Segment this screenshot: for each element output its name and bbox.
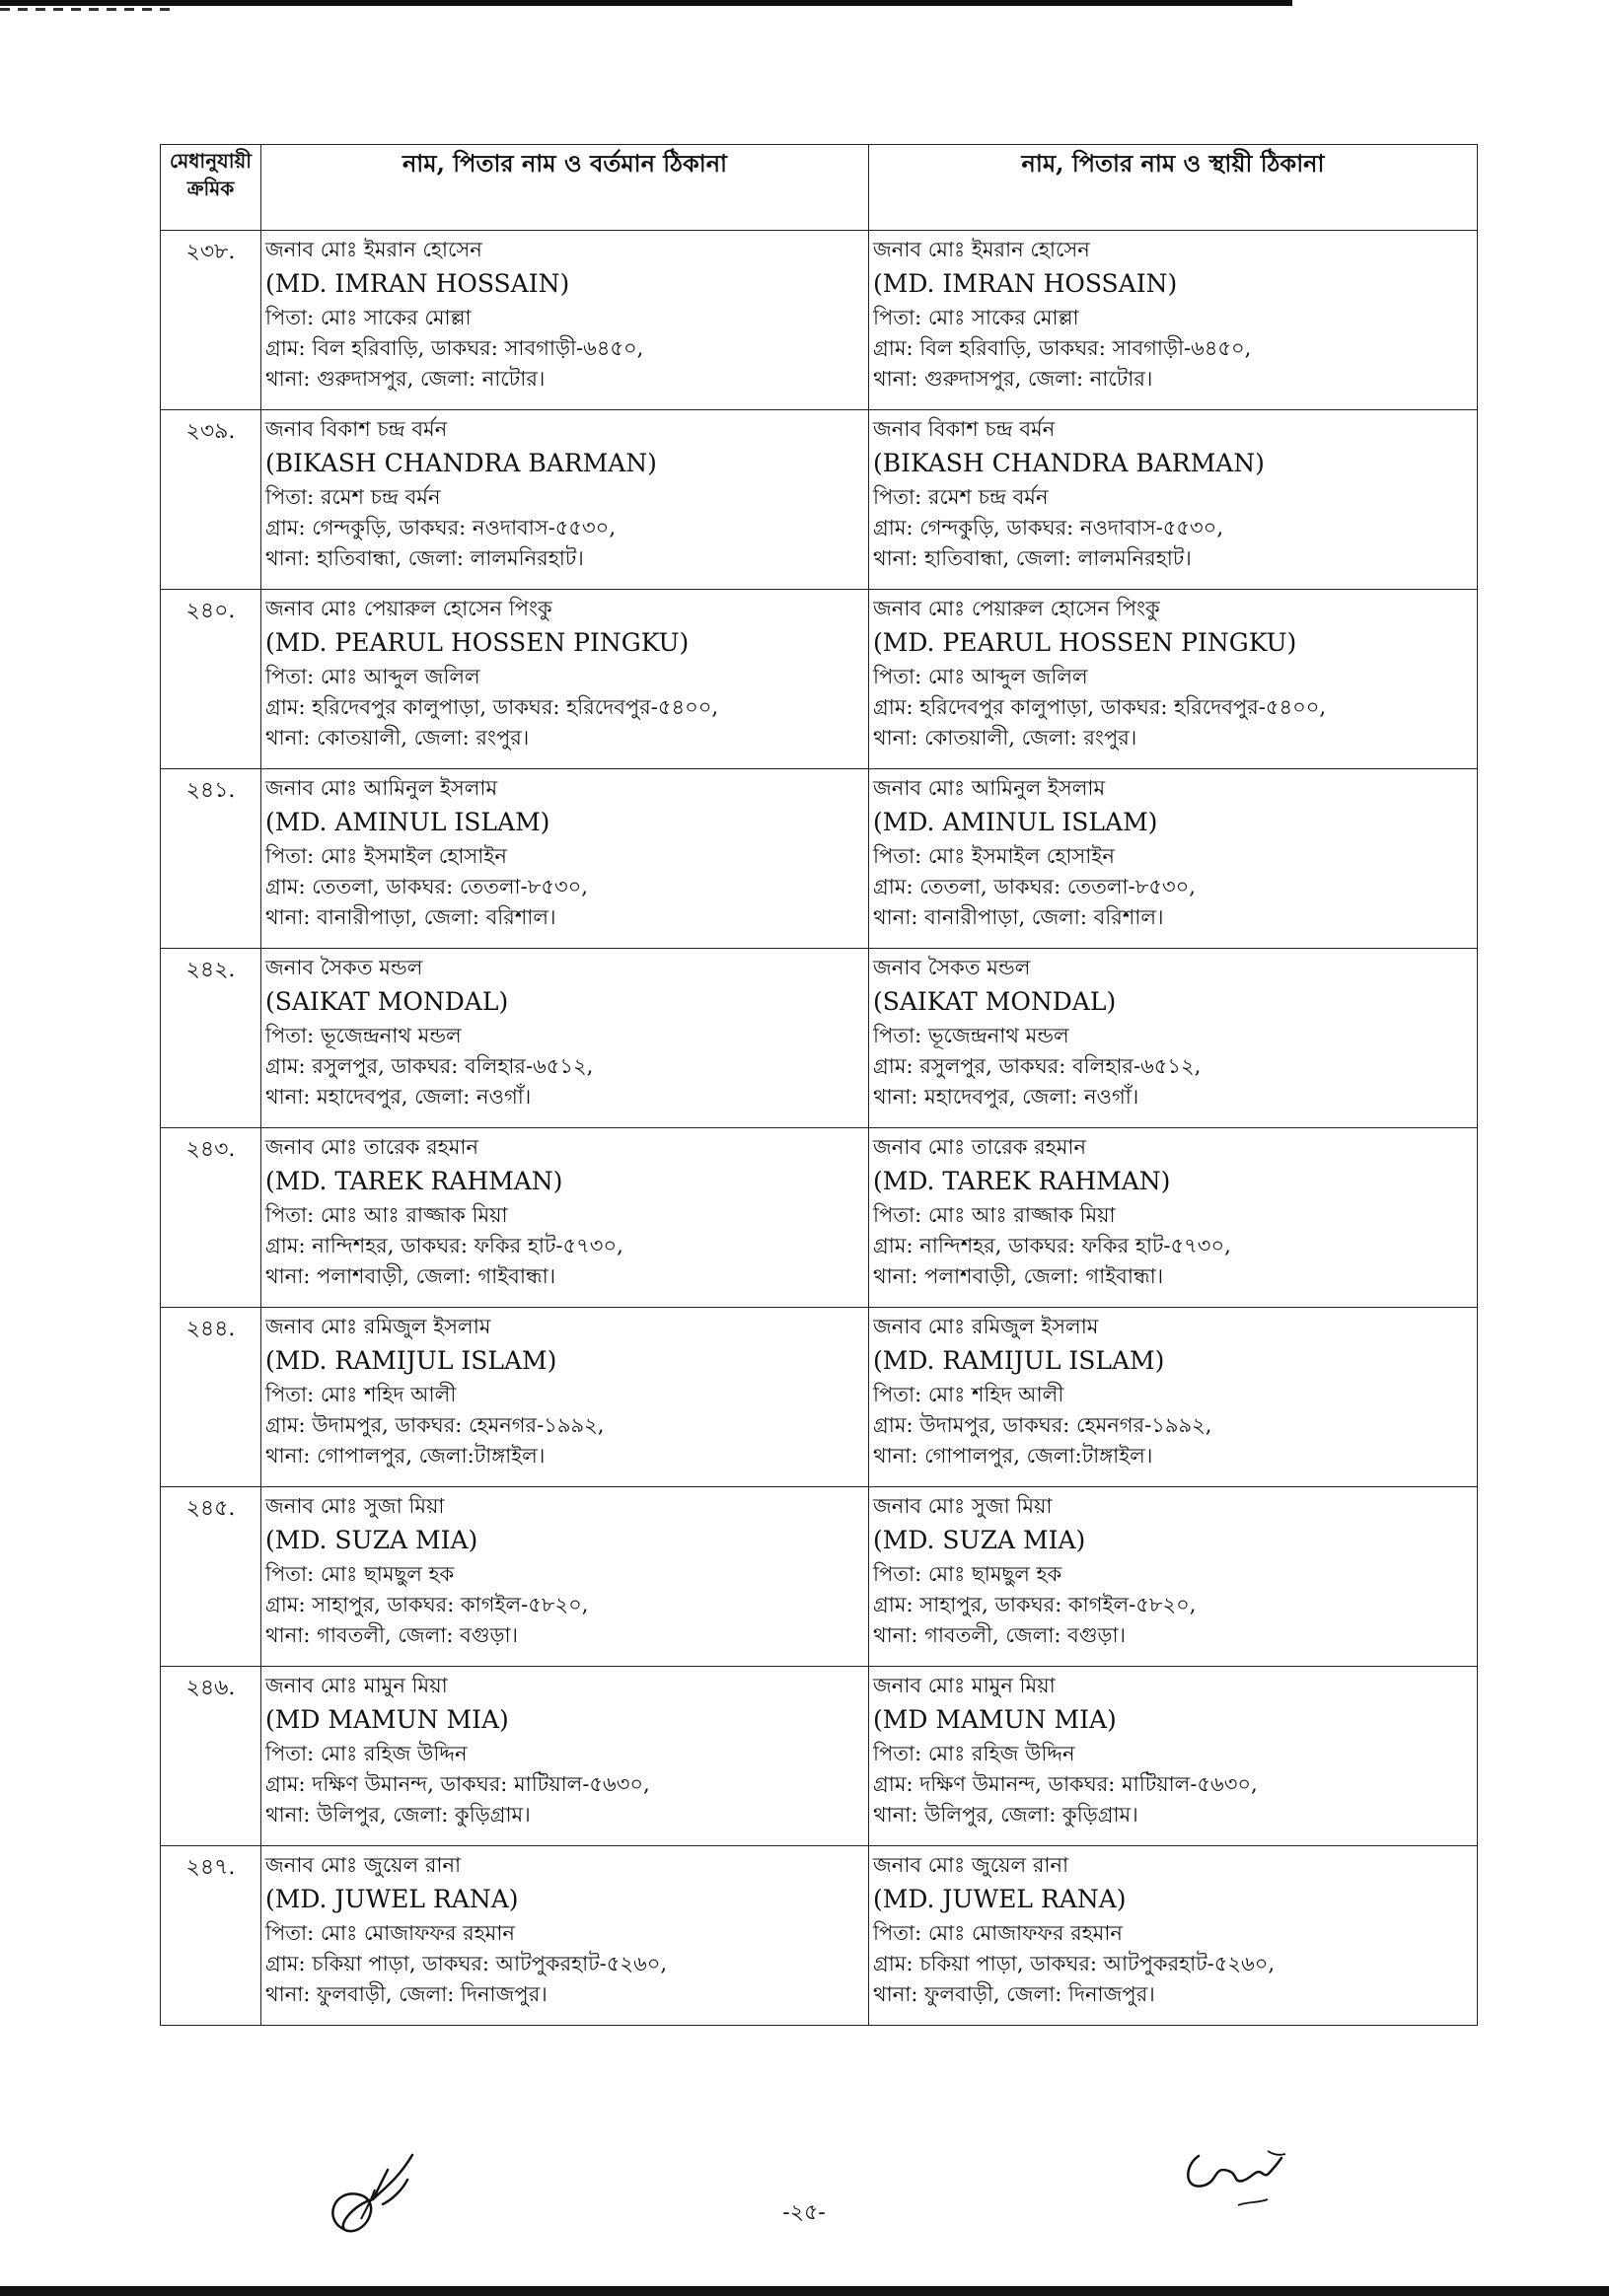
name-english: (SAIKAT MONDAL) — [265, 987, 509, 1016]
father-name: পিতা: মোঃ শহিদ আলী — [873, 1383, 1064, 1406]
address-line1: গ্রাম: হরিদেবপুর কালুপাড়া, ডাকঘর: হরিদেবপুর-৫৪০০, — [265, 695, 719, 719]
serial-cell: ২৪২. — [161, 949, 261, 1128]
address-line1: গ্রাম: সাহাপুর, ডাকঘর: কাগইল-৫৮২০, — [265, 1593, 589, 1616]
name-bangla: জনাব মোঃ ইমরান হোসেন — [265, 238, 482, 261]
father-name: পিতা: মোঃ ইসমাইল হোসাইন — [265, 844, 507, 868]
name-bangla: জনাব মোঃ জুয়েল রানা — [873, 1853, 1069, 1877]
permanent-address-cell — [869, 1667, 1478, 1846]
name-english: (BIKASH CHANDRA BARMAN) — [265, 449, 657, 477]
name-bangla: জনাব মোঃ ইমরান হোসেন — [873, 238, 1090, 261]
scan-artifact — [0, 8, 178, 11]
present-address-cell — [261, 1846, 869, 2026]
father-name: পিতা: ভূজেন্দ্রনাথ মন্ডল — [873, 1024, 1069, 1047]
name-bangla: জনাব মোঃ আমিনুল ইসলাম — [873, 776, 1106, 800]
serial-header-line1: মেধানুযায়ী — [170, 149, 252, 173]
address-line1: গ্রাম: তেতলা, ডাকঘর: তেতলা-৮৫৩০, — [873, 875, 1196, 898]
table-body — [161, 231, 1478, 2026]
permanent-address-cell — [869, 1128, 1478, 1308]
address-line2: থানা: পলাশবাড়ী, জেলা: গাইবান্ধা। — [873, 1264, 1164, 1288]
name-english: (BIKASH CHANDRA BARMAN) — [873, 449, 1265, 477]
address-line1: গ্রাম: গেন্দকুড়ি, ডাকঘর: নওদাবাস-৫৫৩০, — [265, 516, 617, 539]
name-english: (MD MAMUN MIA) — [265, 1705, 509, 1734]
name-english: (MD. JUWEL RANA) — [265, 1885, 519, 1913]
permanent-address-column-header: নাম, পিতার নাম ও স্থায়ী ঠিকানা — [869, 145, 1478, 231]
name-bangla: জনাব মোঃ তারেক রহমান — [265, 1135, 478, 1159]
table-row — [161, 410, 1478, 590]
name-english: (MD. TAREK RAHMAN) — [873, 1167, 1171, 1195]
name-bangla: জনাব মোঃ সুজা মিয়া — [265, 1494, 445, 1518]
address-line2: থানা: পলাশবাড়ী, জেলা: গাইবান্ধা। — [265, 1264, 556, 1288]
name-english: (MD. PEARUL HOSSEN PINGKU) — [873, 628, 1297, 657]
name-bangla: জনাব বিকাশ চন্দ্র বর্মন — [265, 417, 448, 441]
name-bangla: জনাব সৈকত মন্ডল — [265, 956, 423, 979]
name-english: (MD MAMUN MIA) — [873, 1705, 1117, 1734]
address-line1: গ্রাম: বিল হরিবাড়ি, ডাকঘর: সাবগাড়ী-৬৪৫০, — [873, 336, 1252, 360]
father-name: পিতা: মোঃ ছামছুল হক — [265, 1562, 455, 1586]
present-address-cell — [261, 1128, 869, 1308]
address-line2: থানা: গুরুদাসপুর, জেলা: নাটোর। — [873, 367, 1153, 391]
name-english: (MD. IMRAN HOSSAIN) — [873, 269, 1178, 298]
permanent-address-cell — [869, 1487, 1478, 1667]
address-line2: থানা: গাবতলী, জেলা: বগুড়া। — [265, 1623, 519, 1647]
permanent-address-cell — [869, 1308, 1478, 1487]
serial-cell: ২৪১. — [161, 769, 261, 949]
address-line2: থানা: গোপালপুর, জেলা:টাঙ্গাইল। — [265, 1444, 546, 1468]
address-line2: থানা: উলিপুর, জেলা: কুড়িগ্রাম। — [873, 1803, 1138, 1827]
name-english: (MD. AMINUL ISLAM) — [873, 808, 1158, 836]
name-english: (MD. RAMIJUL ISLAM) — [873, 1346, 1165, 1375]
father-name: পিতা: মোঃ আব্দুল জলিল — [265, 665, 480, 688]
address-line1: গ্রাম: সাহাপুর, ডাকঘর: কাগইল-৫৮২০, — [873, 1593, 1197, 1616]
table-row — [161, 1487, 1478, 1667]
permanent-address-cell — [869, 231, 1478, 410]
address-line1: গ্রাম: নান্দিশহর, ডাকঘর: ফকির হাট-৫৭৩০, — [265, 1234, 623, 1257]
father-name: পিতা: মোঃ ইসমাইল হোসাইন — [873, 844, 1115, 868]
serial-cell: ২৪৪. — [161, 1308, 261, 1487]
present-address-cell — [261, 231, 869, 410]
present-address-cell — [261, 1487, 869, 1667]
address-line2: থানা: কোতয়ালী, জেলা: রংপুর। — [873, 726, 1137, 750]
serial-cell: ২৪৬. — [161, 1667, 261, 1846]
address-line1: গ্রাম: দক্ষিণ উমানন্দ, ডাকঘর: মাটিয়াল-৫৬৩০, — [265, 1772, 650, 1796]
name-english: (MD. PEARUL HOSSEN PINGKU) — [265, 628, 690, 657]
name-bangla: জনাব মোঃ জুয়েল রানা — [265, 1853, 462, 1877]
address-line2: থানা: মহাদেবপুর, জেলা: নওগাঁ। — [873, 1085, 1139, 1109]
address-line1: গ্রাম: তেতলা, ডাকঘর: তেতলা-৮৫৩০, — [265, 875, 588, 898]
signature-right — [1179, 2136, 1297, 2215]
table-row — [161, 949, 1478, 1128]
serial-cell: ২৩৯. — [161, 410, 261, 590]
table-row — [161, 769, 1478, 949]
father-name: পিতা: মোঃ রহিজ উদ্দিন — [873, 1742, 1075, 1765]
table-row — [161, 1667, 1478, 1846]
top-border-rule — [0, 0, 1292, 6]
address-line2: থানা: গোপালপুর, জেলা:টাঙ্গাইল। — [873, 1444, 1153, 1468]
page-number: -২৫- — [782, 2200, 826, 2225]
address-line1: গ্রাম: দক্ষিণ উমানন্দ, ডাকঘর: মাটিয়াল-৫৬৩০, — [873, 1772, 1258, 1796]
name-english: (MD. RAMIJUL ISLAM) — [265, 1346, 557, 1375]
father-name: পিতা: রমেশ চন্দ্র বর্মন — [873, 485, 1049, 509]
name-bangla: জনাব বিকাশ চন্দ্র বর্মন — [873, 417, 1056, 441]
name-bangla: জনাব মোঃ পেয়ারুল হোসেন পিংকু — [873, 597, 1160, 620]
father-name: পিতা: ভূজেন্দ্রনাথ মন্ডল — [265, 1024, 462, 1047]
name-english: (MD. JUWEL RANA) — [873, 1885, 1127, 1913]
name-bangla: জনাব মোঃ রমিজুল ইসলাম — [873, 1315, 1099, 1338]
permanent-address-cell — [869, 1846, 1478, 2026]
address-line1: গ্রাম: রসুলপুর, ডাকঘর: বলিহার-৬৫১২, — [873, 1054, 1202, 1078]
father-name: পিতা: মোঃ সাকের মোল্লা — [873, 306, 1079, 329]
name-english: (MD. AMINUL ISLAM) — [265, 808, 550, 836]
present-address-column-header: নাম, পিতার নাম ও বর্তমান ঠিকানা — [261, 145, 869, 231]
address-line1: গ্রাম: হরিদেবপুর কালুপাড়া, ডাকঘর: হরিদেবপুর-৫৪০০, — [873, 695, 1327, 719]
address-line2: থানা: গাবতলী, জেলা: বগুড়া। — [873, 1623, 1127, 1647]
serial-cell: ২৪৩. — [161, 1128, 261, 1308]
candidate-table — [160, 144, 1478, 2026]
address-line2: থানা: গুরুদাসপুর, জেলা: নাটোর। — [265, 367, 546, 391]
permanent-address-cell — [869, 949, 1478, 1128]
address-line2: থানা: উলিপুর, জেলা: কুড়িগ্রাম। — [265, 1803, 531, 1827]
permanent-address-cell — [869, 769, 1478, 949]
name-english: (SAIKAT MONDAL) — [873, 987, 1117, 1016]
address-line1: গ্রাম: চকিয়া পাড়া, ডাকঘর: আটপুকরহাট-৫২৬০, — [265, 1952, 668, 1975]
permanent-address-cell — [869, 590, 1478, 769]
table-header-row — [161, 145, 1478, 231]
present-address-cell — [261, 1308, 869, 1487]
name-bangla: জনাব মোঃ সুজা মিয়া — [873, 1494, 1053, 1518]
name-english: (MD. SUZA MIA) — [873, 1526, 1086, 1554]
name-bangla: জনাব মোঃ পেয়ারুল হোসেন পিংকু — [265, 597, 552, 620]
father-name: পিতা: মোঃ রহিজ উদ্দিন — [265, 1742, 468, 1765]
address-line1: গ্রাম: বিল হরিবাড়ি, ডাকঘর: সাবগাড়ী-৬৪৫০, — [265, 336, 644, 360]
address-line1: গ্রাম: নান্দিশহর, ডাকঘর: ফকির হাট-৫৭৩০, — [873, 1234, 1231, 1257]
signature-left — [314, 2150, 422, 2249]
address-line1: গ্রাম: উদামপুর, ডাকঘর: হেমনগর-১৯৯২, — [873, 1413, 1212, 1437]
father-name: পিতা: রমেশ চন্দ্র বর্মন — [265, 485, 441, 509]
father-name: পিতা: মোঃ শহিদ আলী — [265, 1383, 457, 1406]
serial-header-line2: ক্রমিক — [186, 177, 235, 200]
name-bangla: জনাব মোঃ মামুন মিয়া — [873, 1674, 1056, 1697]
table-row — [161, 231, 1478, 410]
name-bangla: জনাব সৈকত মন্ডল — [873, 956, 1031, 979]
address-line1: গ্রাম: রসুলপুর, ডাকঘর: বলিহার-৬৫১২, — [265, 1054, 594, 1078]
address-line2: থানা: মহাদেবপুর, জেলা: নওগাঁ। — [265, 1085, 532, 1109]
address-line1: গ্রাম: চকিয়া পাড়া, ডাকঘর: আটপুকরহাট-৫২৬০, — [873, 1952, 1276, 1975]
table-row — [161, 1846, 1478, 2026]
address-line1: গ্রাম: উদামপুর, ডাকঘর: হেমনগর-১৯৯২, — [265, 1413, 605, 1437]
address-line2: থানা: কোতয়ালী, জেলা: রংপুর। — [265, 726, 530, 750]
name-bangla: জনাব মোঃ রমিজুল ইসলাম — [265, 1315, 491, 1338]
father-name: পিতা: মোঃ মোজাফফর রহমান — [265, 1921, 515, 1945]
father-name: পিতা: মোঃ ছামছুল হক — [873, 1562, 1062, 1586]
present-address-cell — [261, 590, 869, 769]
address-line2: থানা: হাতিবান্ধা, জেলা: লালমনিরহাট। — [265, 546, 584, 570]
serial-column-header — [161, 145, 261, 231]
table-row — [161, 1308, 1478, 1487]
name-bangla: জনাব মোঃ মামুন মিয়া — [265, 1674, 448, 1697]
father-name: পিতা: মোঃ আঃ রাজ্জাক মিয়া — [265, 1203, 508, 1227]
father-name: পিতা: মোঃ আব্দুল জলিল — [873, 665, 1088, 688]
father-name: পিতা: মোঃ সাকের মোল্লা — [265, 306, 472, 329]
serial-cell: ২৩৮. — [161, 231, 261, 410]
serial-cell: ২৪০. — [161, 590, 261, 769]
address-line2: থানা: বানারীপাড়া, জেলা: বরিশাল। — [873, 905, 1164, 929]
father-name: পিতা: মোঃ মোজাফফর রহমান — [873, 1921, 1123, 1945]
table-row — [161, 590, 1478, 769]
present-address-cell — [261, 410, 869, 590]
address-line2: থানা: ফুলবাড়ী, জেলা: দিনাজপুর। — [873, 1982, 1155, 2006]
address-line2: থানা: হাতিবান্ধা, জেলা: লালমনিরহাট। — [873, 546, 1192, 570]
present-address-cell — [261, 769, 869, 949]
father-name: পিতা: মোঃ আঃ রাজ্জাক মিয়া — [873, 1203, 1116, 1227]
serial-cell: ২৪৫. — [161, 1487, 261, 1667]
name-english: (MD. IMRAN HOSSAIN) — [265, 269, 570, 298]
name-bangla: জনাব মোঃ তারেক রহমান — [873, 1135, 1086, 1159]
bottom-border-rule — [0, 2286, 1609, 2296]
address-line2: থানা: বানারীপাড়া, জেলা: বরিশাল। — [265, 905, 556, 929]
permanent-address-cell — [869, 410, 1478, 590]
name-english: (MD. TAREK RAHMAN) — [265, 1167, 563, 1195]
name-bangla: জনাব মোঃ আমিনুল ইসলাম — [265, 776, 498, 800]
table-row — [161, 1128, 1478, 1308]
name-english: (MD. SUZA MIA) — [265, 1526, 478, 1554]
present-address-cell — [261, 949, 869, 1128]
present-address-cell — [261, 1667, 869, 1846]
serial-cell: ২৪৭. — [161, 1846, 261, 2026]
address-line2: থানা: ফুলবাড়ী, জেলা: দিনাজপুর। — [265, 1982, 548, 2006]
address-line1: গ্রাম: গেন্দকুড়ি, ডাকঘর: নওদাবাস-৫৫৩০, — [873, 516, 1224, 539]
